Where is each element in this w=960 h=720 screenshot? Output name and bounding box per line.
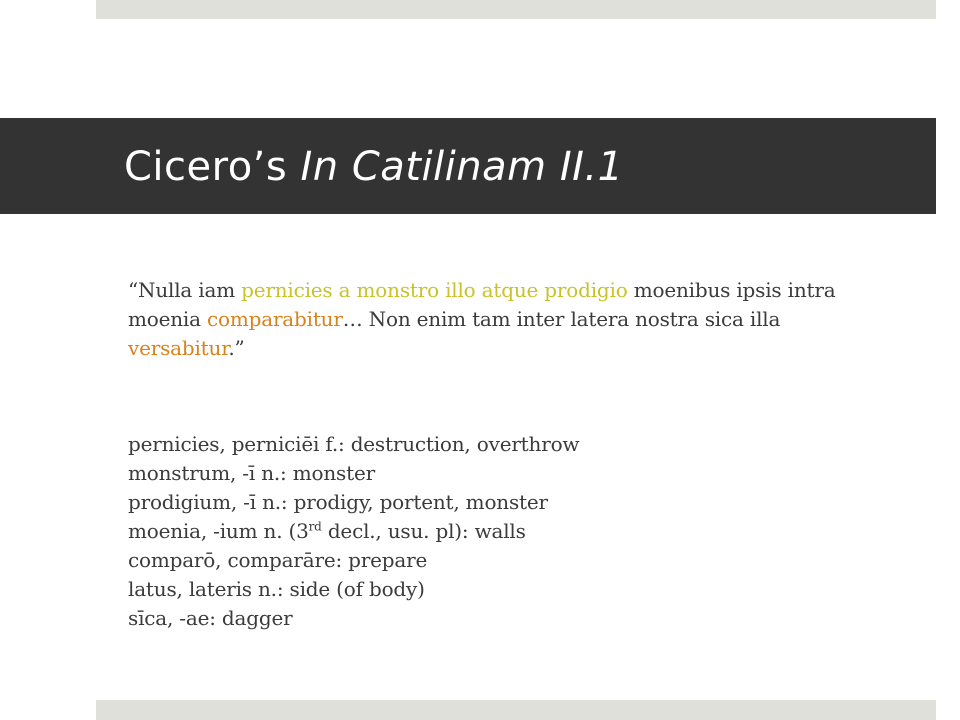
top-decorative-band [96,0,936,19]
vocab-item-superscript: rd [308,519,322,534]
vocab-item: prodigium, -ī n.: prodigy, portent, monster [128,490,548,514]
vocab-item: monstrum, -ī n.: monster [128,461,375,485]
bottom-decorative-band [96,700,936,720]
latin-quote [128,276,888,363]
vocab-item: latus, lateris n.: side (of body) [128,577,425,601]
title-prefix: Cicero’s [124,144,301,190]
quote-highlight-versabitur: versabitur [128,336,229,360]
quote-close: .” [228,336,245,360]
quote-highlight-pernicies: pernicies a monstro illo atque prodigio [241,278,628,302]
vocab-item: sīca, -ae: dagger [128,606,293,630]
slide-body [128,276,888,633]
quote-highlight-comparabitur: comparabitur [207,307,343,331]
vocab-item-text: moenia, -ium n. (3 [128,519,309,543]
vocabulary-list [128,430,888,633]
title-work: In Catilinam II.1 [300,144,624,190]
slide-title [124,142,624,192]
quote-mid-2: … Non enim tam inter latera nostra sica illa [342,307,781,331]
vocab-item: pernicies, perniciēi f.: destruction, overthrow [128,432,580,456]
quote-mid-1: moenibus ipsis intra moenia [128,278,836,331]
vocab-item [128,517,888,546]
vocab-item: comparō, comparāre: prepare [128,548,428,572]
vocab-item-text: decl., usu. pl): walls [321,519,526,543]
quote-open: “Nulla iam [128,278,242,302]
